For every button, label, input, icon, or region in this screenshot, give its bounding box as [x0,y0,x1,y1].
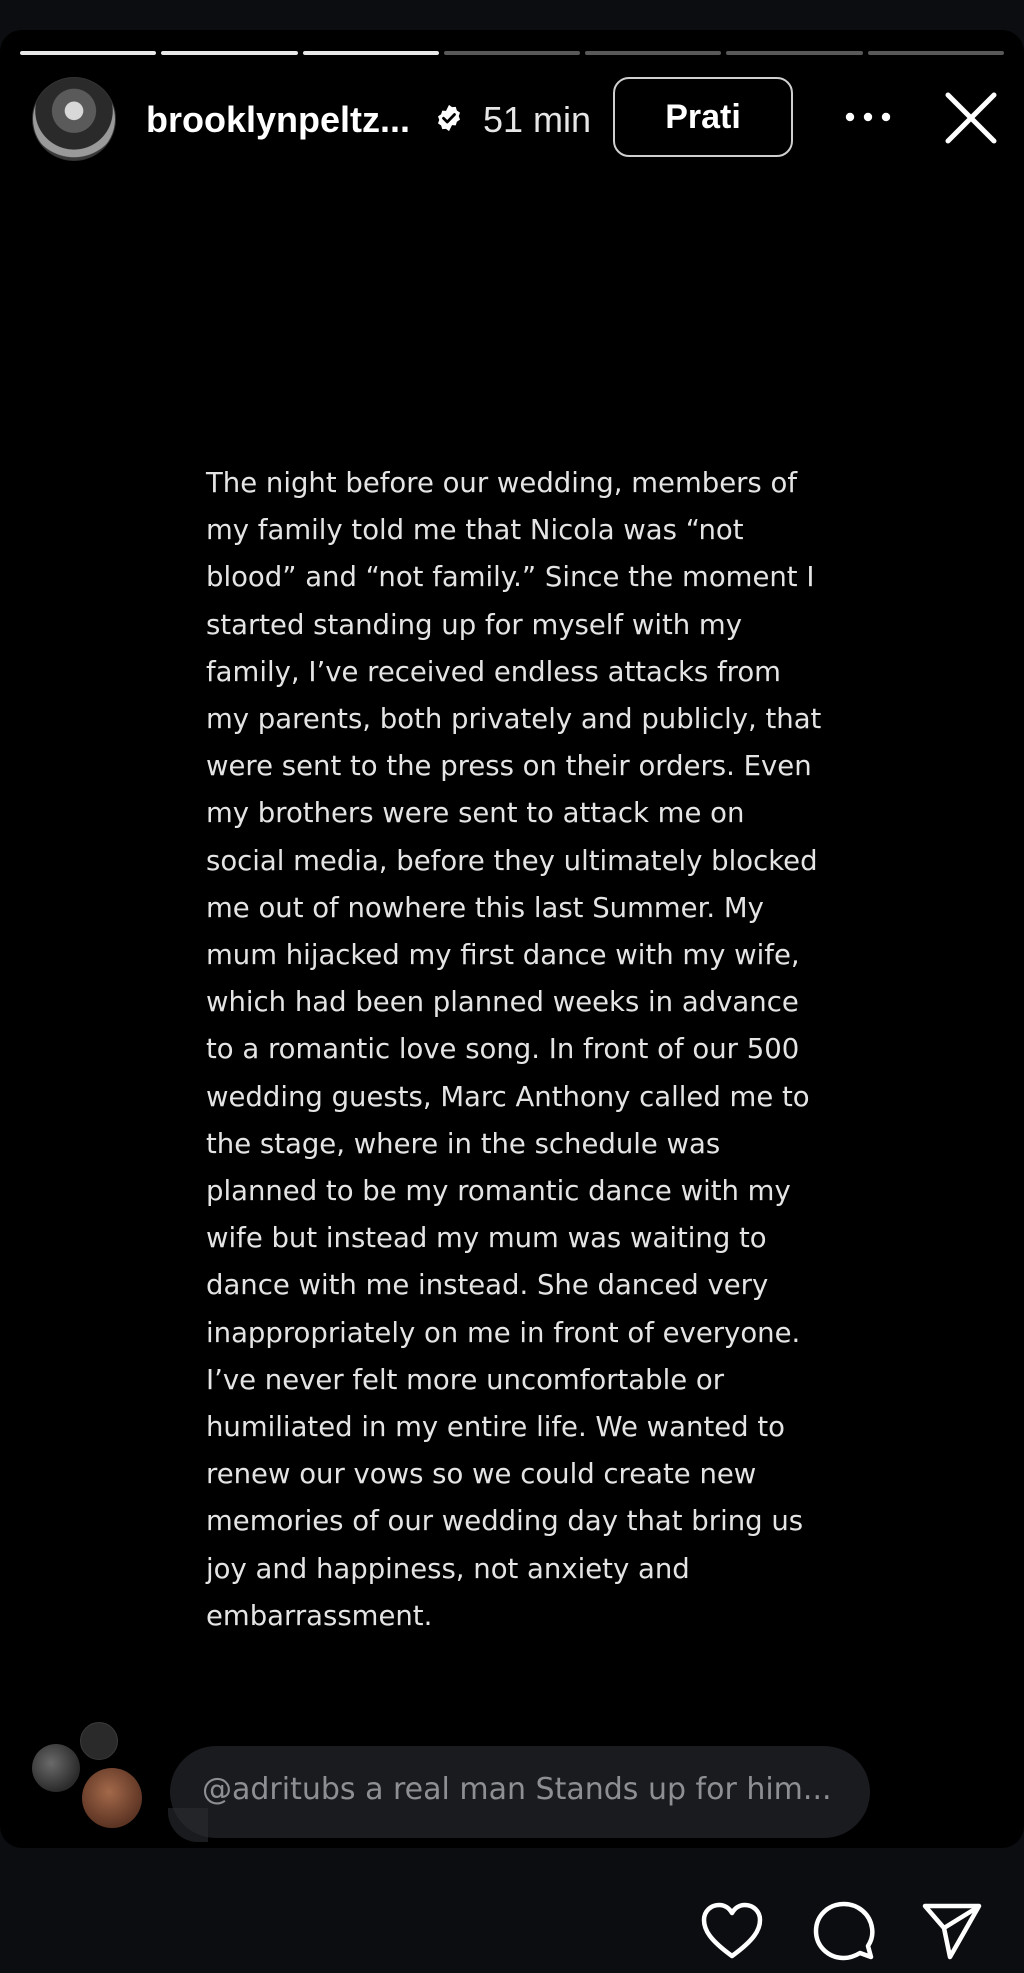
story-text-line: dance with me instead. She danced very [206,1269,769,1302]
story-text-line: wedding guests, Marc Anthony called me to [206,1080,810,1113]
story-text-line: memories of our wedding day that bring us [206,1505,804,1538]
story-text-line: the stage, where in the schedule was [206,1127,721,1160]
story-text-line: social media, before they ultimately blocked [206,844,818,877]
story-text-line: family, I’ve received endless attacks from [206,655,781,688]
story-text [206,460,826,1640]
story-header [0,77,1024,167]
progress-segment [726,51,862,55]
story-text-line: wife but instead my mum was waiting to [206,1222,767,1255]
verified-badge-icon [434,103,464,133]
progress-segment [303,51,439,55]
story-text-line: inappropriately on me in front of everyone. [206,1316,801,1349]
progress-segment [868,51,1004,55]
story-text-line: were sent to the press on their orders. Even [206,750,812,783]
story-text-line: embarrassment. [206,1599,433,1632]
story-text-line: renew our vows so we could create new [206,1458,757,1491]
avatar [32,1744,80,1792]
avatar[interactable] [32,77,116,161]
progress-segment-fill [303,51,439,55]
heart-icon[interactable] [700,1900,764,1962]
story-text-line: humiliated in my entire life. We wanted to [206,1411,785,1444]
progress-segment [585,51,721,55]
avatar [82,1768,142,1828]
story-text-line: me out of nowhere this last Summer. My [206,891,764,924]
story-text-line: my family told me that Nicola was “not [206,514,744,547]
username[interactable]: brooklynpeltz... [146,99,411,140]
progress-segment-fill [20,51,156,55]
avatar [80,1722,118,1760]
replier-avatars [30,1710,150,1820]
more-options-icon[interactable] [842,99,894,135]
story-text-line: The night before our wedding, members of [206,467,797,499]
reply-preview [0,1710,1024,1830]
progress-segment [161,51,297,55]
progress-segment [444,51,580,55]
close-icon[interactable] [942,89,1000,147]
story-text-line: joy and happiness, not anxiety and [206,1552,690,1585]
send-icon[interactable] [920,1900,984,1962]
story-text-line: blood” and “not family.” Since the moment I [206,561,815,594]
time-ago: 51 min [483,99,592,140]
story-text-line: planned to be my romantic dance with my [206,1175,791,1208]
comment-icon[interactable] [812,1900,876,1962]
progress-segment [20,51,156,55]
story-text-line: which had been planned weeks in advance [206,986,799,1019]
story-text-line: to a romantic love song. In front of our 500 [206,1033,800,1066]
progress-segment-fill [161,51,297,55]
story-text-line: my brothers were sent to attack me on [206,797,745,830]
story-progress-bar [20,51,1004,56]
story-text-line: started standing up for myself with my [206,608,742,641]
reply-bubble-text: @adritubs a real man Stands up for him... [202,1772,832,1807]
story-text-line: mum hijacked my first dance with my wife, [206,939,800,972]
story-viewer[interactable] [0,30,1024,1848]
follow-button[interactable]: Prati [613,77,793,157]
story-text-line: my parents, both privately and publicly, that [206,703,822,736]
story-text-line: I’ve never felt more uncomfortable or [206,1363,725,1396]
